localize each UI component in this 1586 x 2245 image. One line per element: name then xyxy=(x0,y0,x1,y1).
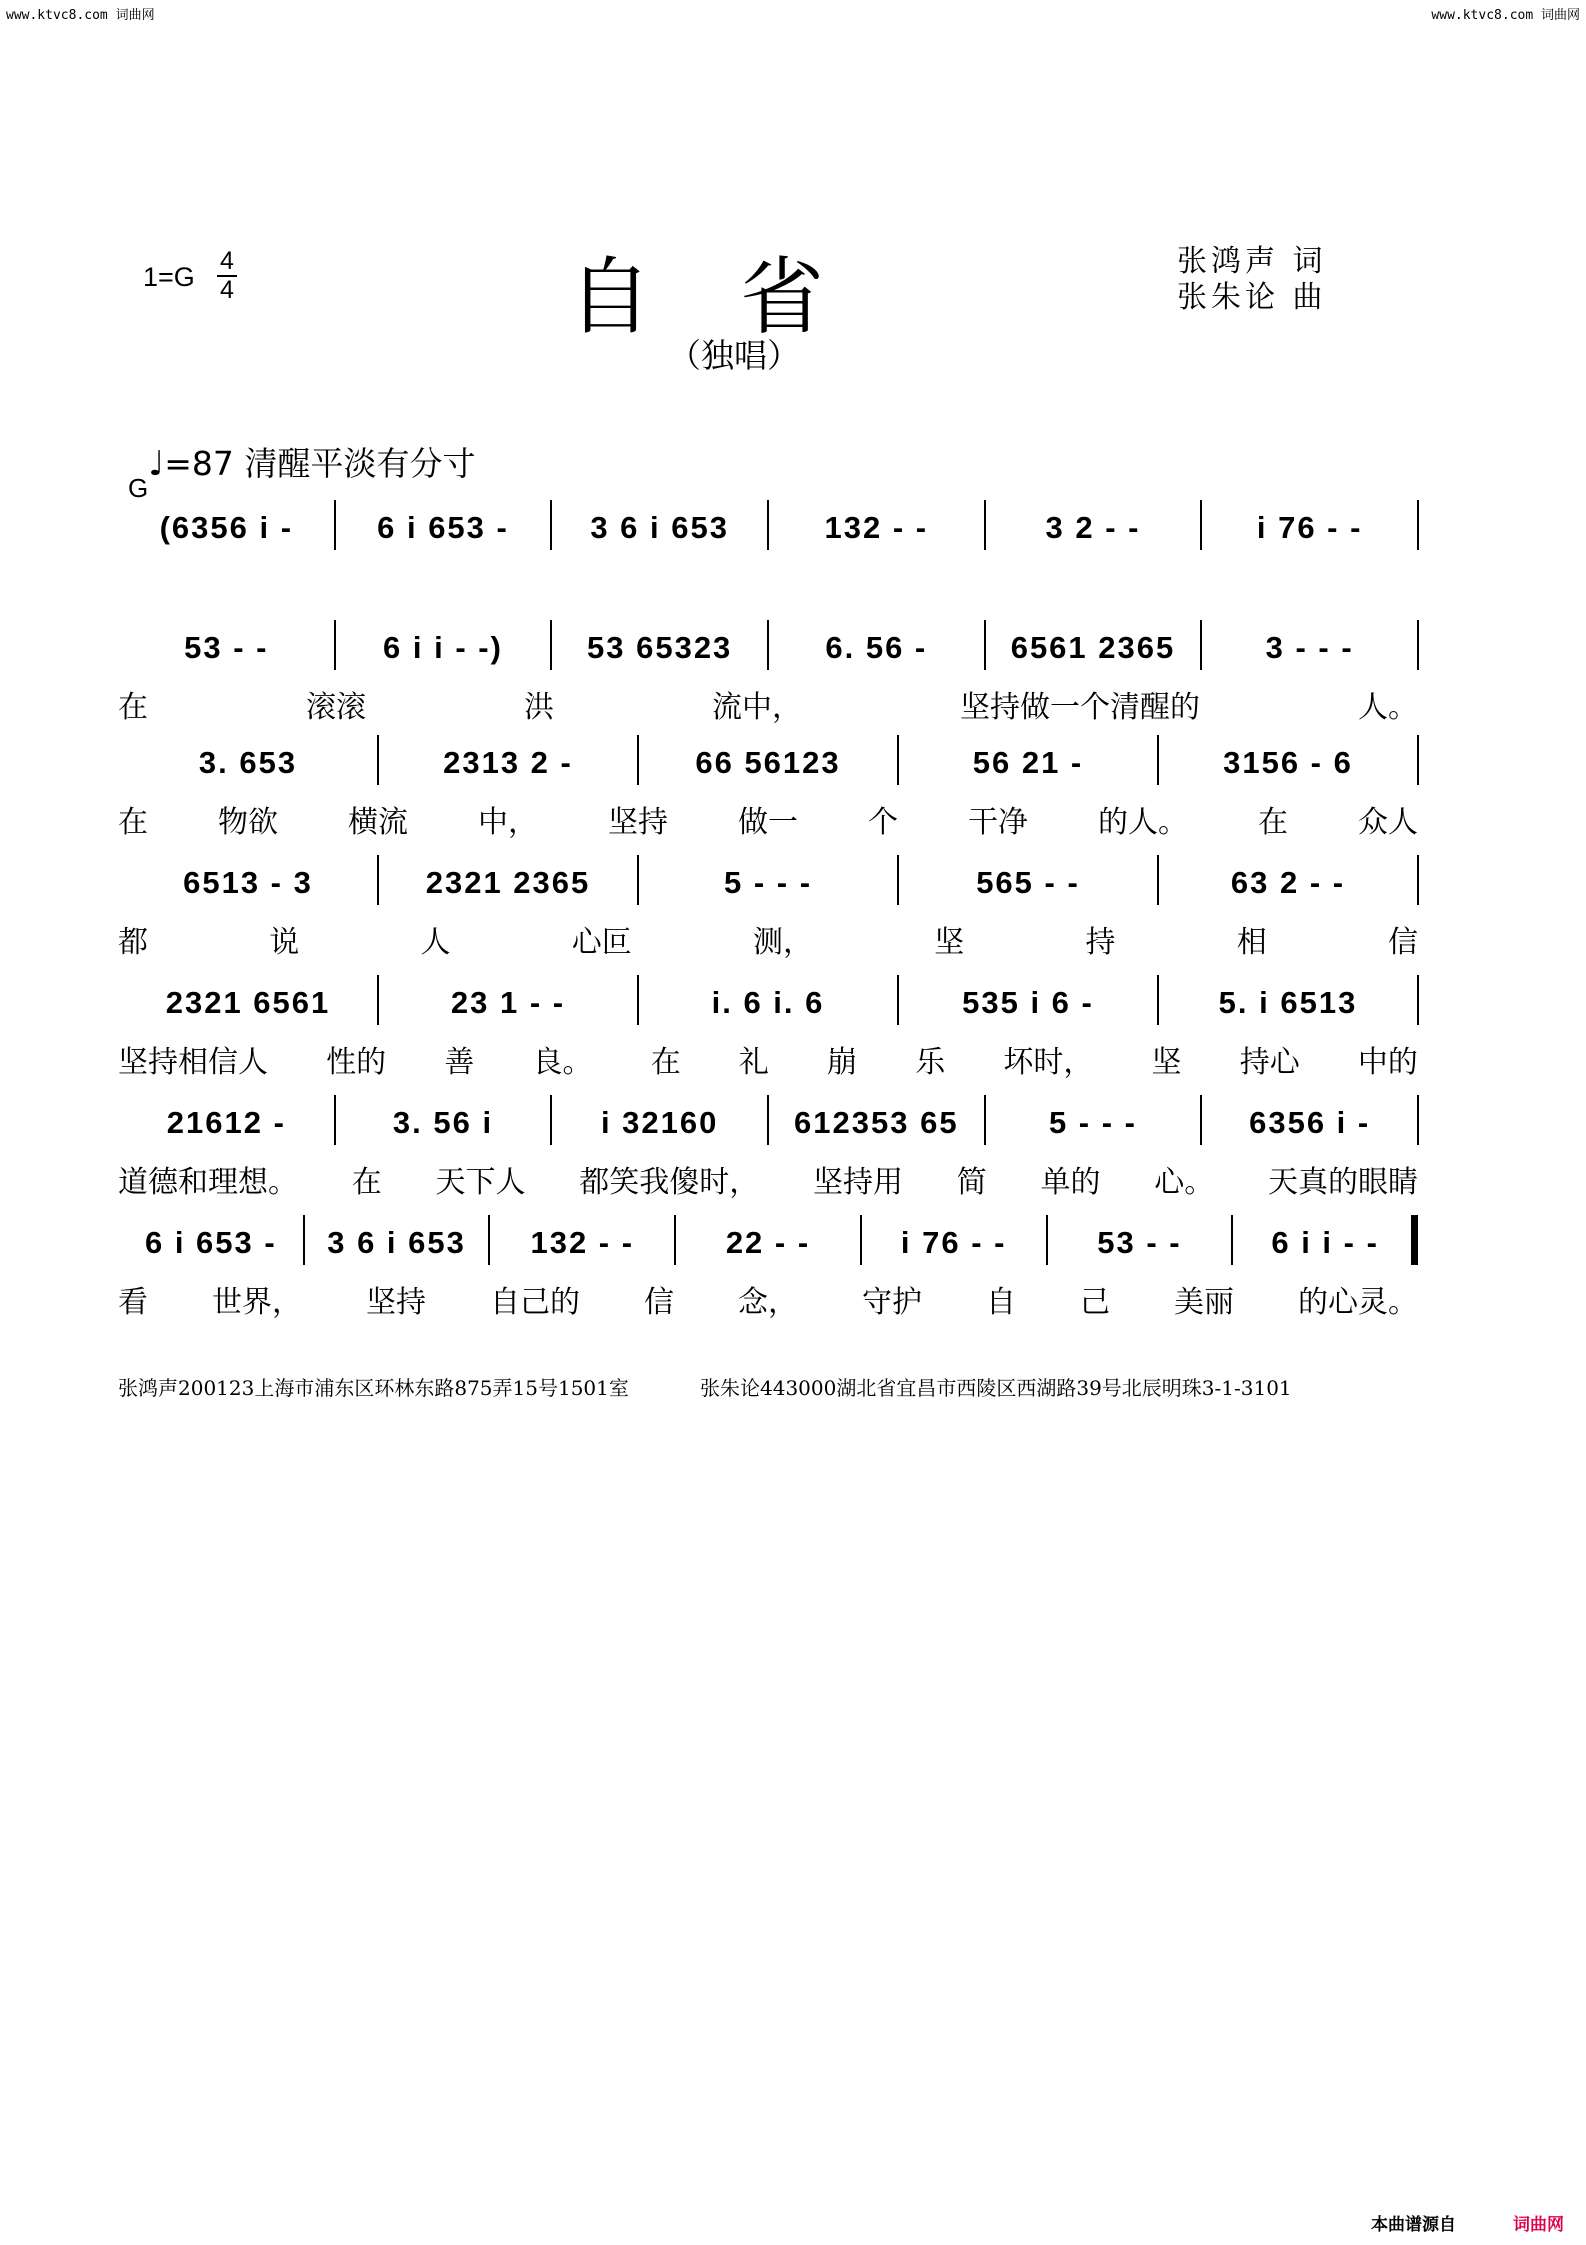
lyric-word: 物欲 xyxy=(218,805,278,840)
header-left-watermark: www.ktvc8.com 词曲网 xyxy=(6,8,155,23)
lyric-word: 信 xyxy=(644,1285,674,1320)
score-row xyxy=(118,1215,1418,1271)
measure: i 32160 xyxy=(600,1105,719,1140)
measure: 2321 6561 xyxy=(165,985,331,1020)
lyric-word: 在 xyxy=(118,690,148,725)
lyric-word: 坚持 xyxy=(366,1285,426,1320)
lyric-word: 单的 xyxy=(1040,1165,1101,1200)
barline xyxy=(1417,735,1419,785)
measure: 3 - - - xyxy=(1265,630,1354,665)
measure: 2313 2 - xyxy=(443,745,573,780)
lyrics-row xyxy=(118,797,1418,841)
measure: 132 - - xyxy=(824,510,929,545)
lyric-word: 坚持做一个清醒的 xyxy=(960,690,1200,725)
lyric-word: 都笑我傻时， xyxy=(579,1165,760,1200)
lyric-word: 天真的眼睛 xyxy=(1268,1165,1418,1200)
measure: 535 i 6 - xyxy=(962,985,1094,1020)
measure: 3 2 - - xyxy=(1045,510,1141,545)
lyric-word: 相 xyxy=(1236,925,1267,960)
site-logo[interactable]: 词曲网 xyxy=(1513,2215,1564,2235)
measure: 53 65323 xyxy=(587,630,733,665)
lyric-word: 测， xyxy=(753,925,813,960)
lyric-word: 善 xyxy=(444,1045,475,1080)
lyric-word: 美丽 xyxy=(1174,1285,1234,1320)
time-signature-top: 4 xyxy=(220,247,234,275)
lyrics-row xyxy=(118,682,1418,726)
measure: 63 2 - - xyxy=(1230,865,1346,900)
lyric-word: 性的 xyxy=(326,1045,387,1080)
quarter-note-icon: ♩ xyxy=(148,444,165,484)
lyric-word: 自己的 xyxy=(490,1285,580,1320)
lyric-word: 心。 xyxy=(1154,1165,1215,1200)
measure: i 76 - - xyxy=(1256,510,1363,545)
measure: 612353 65 xyxy=(794,1105,959,1140)
lyric-word: 坚持用 xyxy=(813,1165,903,1200)
measure: 23 1 - - xyxy=(450,985,566,1020)
lyric-word: 人 xyxy=(420,925,451,960)
lyric-word: 众人 xyxy=(1358,805,1418,840)
lyrics-row xyxy=(118,1157,1418,1201)
score-row xyxy=(118,620,1418,676)
lyric-word: 干净 xyxy=(968,805,1028,840)
measure: 22 - - xyxy=(725,1225,811,1260)
composer-address: 张朱论443000湖北省宜昌市西陵区西湖路39号北辰明珠3-1-3101 xyxy=(700,1376,1292,1400)
measure: 5 - - - xyxy=(723,865,813,900)
lyric-word: 守护 xyxy=(862,1285,922,1320)
lyric-word: 坚 xyxy=(1151,1045,1182,1080)
song-subtitle: （独唱） xyxy=(668,336,800,375)
measure: 21612 - xyxy=(166,1105,286,1140)
score-row xyxy=(118,735,1418,791)
lyric-word: 心叵 xyxy=(571,925,632,960)
lyric-word: 的人。 xyxy=(1098,805,1188,840)
barline xyxy=(1417,620,1419,670)
final-barline xyxy=(1411,1215,1418,1265)
song-title: 自省 xyxy=(568,248,913,346)
measure: 5. i 6513 xyxy=(1218,985,1358,1020)
lyric-word: 滚滚 xyxy=(306,690,366,725)
measure: 6356 i - xyxy=(1249,1105,1371,1140)
measure: 3. 653 xyxy=(198,745,298,780)
barline xyxy=(1417,975,1419,1025)
lyric-word: 做一 xyxy=(738,805,798,840)
lyricist-address: 张鸿声200123上海市浦东区环林东路875弄15号1501室 xyxy=(118,1376,629,1400)
measure: i 76 - - xyxy=(900,1225,1007,1260)
lyric-word: 坏时， xyxy=(1003,1045,1094,1080)
measure: 565 - - xyxy=(976,865,1080,900)
score-row xyxy=(118,1095,1418,1151)
measure: 56 21 - xyxy=(972,745,1084,780)
header-right-watermark: www.ktvc8.com 词曲网 xyxy=(1431,8,1580,23)
lyric-word: 天下人 xyxy=(435,1165,526,1200)
lyrics-row xyxy=(118,917,1418,961)
tempo-bpm: =87 xyxy=(164,444,234,483)
lyric-word: 在 xyxy=(1258,805,1288,840)
time-signature-bottom: 4 xyxy=(220,276,234,304)
score xyxy=(118,0,1418,1320)
measure: 3 6 i 653 xyxy=(590,510,729,545)
lyric-word: 中， xyxy=(478,805,538,840)
score-row xyxy=(118,975,1418,1031)
barline xyxy=(1417,500,1419,550)
lyric-word: 的心灵。 xyxy=(1298,1285,1418,1320)
measure: 3156 - 6 xyxy=(1223,745,1353,780)
measure: 3 6 i 653 xyxy=(327,1225,466,1260)
lyricist-credit: 张鸿声 词 xyxy=(1177,244,1327,279)
lyric-word: 坚持 xyxy=(608,805,668,840)
lyric-word: 在 xyxy=(118,805,148,840)
measure: 53 - - xyxy=(184,630,269,665)
lyric-word: 个 xyxy=(868,805,898,840)
lyric-word: 礼 xyxy=(738,1045,769,1080)
measure: 6561 2365 xyxy=(1010,630,1176,665)
measure: 6 i i - - xyxy=(1271,1225,1379,1260)
lyric-word: 持心 xyxy=(1239,1045,1300,1080)
lyric-word: 念， xyxy=(738,1285,798,1320)
lyric-word: 乐 xyxy=(915,1045,946,1080)
lyric-word: 坚持相信人 xyxy=(118,1045,268,1080)
lyric-word: 崩 xyxy=(827,1045,858,1080)
barline xyxy=(1417,855,1419,905)
lyric-word: 在 xyxy=(351,1165,382,1200)
lyric-word: 都 xyxy=(118,925,148,960)
lyric-word: 流中， xyxy=(712,690,802,725)
lyric-word: 道德和理想。 xyxy=(118,1165,298,1200)
lyrics-row xyxy=(118,1037,1418,1081)
measure: 6 i 653 - xyxy=(144,1225,277,1260)
lyric-word: 己 xyxy=(1080,1285,1110,1320)
lyrics-row xyxy=(118,1277,1418,1321)
lyric-word: 持 xyxy=(1085,925,1116,960)
measure: 6. 56 - xyxy=(825,630,928,665)
measure: 66 56123 xyxy=(695,745,841,780)
lyric-word: 信 xyxy=(1388,925,1418,960)
measure: 132 - - xyxy=(530,1225,635,1260)
measure: i. 6 i. 6 xyxy=(711,985,825,1020)
lyric-word: 说 xyxy=(269,925,300,960)
source-label: 本曲谱源自 xyxy=(1371,2215,1456,2235)
tempo-mark: G xyxy=(128,473,149,503)
measure: 6513 - 3 xyxy=(183,865,313,900)
measure: (6356 i - xyxy=(159,510,294,545)
key-signature: 1=G xyxy=(143,262,195,292)
lyric-word: 横流 xyxy=(348,805,408,840)
tempo-expression: 清醒平淡有分寸 xyxy=(244,444,476,483)
measure: 3. 56 i xyxy=(392,1105,494,1140)
lyric-word: 简 xyxy=(956,1165,987,1200)
lyric-word: 在 xyxy=(650,1045,681,1080)
score-row xyxy=(118,500,1418,556)
lyric-word: 自 xyxy=(986,1285,1016,1320)
barline xyxy=(1417,1095,1419,1145)
lyric-word: 坚 xyxy=(934,925,965,960)
measure: 53 - - xyxy=(1097,1225,1182,1260)
lyric-word: 看 xyxy=(118,1285,148,1320)
score-row xyxy=(118,855,1418,911)
measure: 5 - - - xyxy=(1048,1105,1138,1140)
measure: 6 i 653 - xyxy=(377,510,509,545)
lyric-word: 良。 xyxy=(532,1045,593,1080)
measure: 2321 2365 xyxy=(425,865,591,900)
lyric-word: 世界， xyxy=(212,1285,302,1320)
composer-credit: 张朱论 曲 xyxy=(1177,280,1327,315)
lyric-word: 人。 xyxy=(1358,690,1418,725)
lyric-word: 中的 xyxy=(1357,1045,1418,1080)
measure: 6 i i - -) xyxy=(383,630,503,665)
lyric-word: 洪 xyxy=(524,690,554,725)
